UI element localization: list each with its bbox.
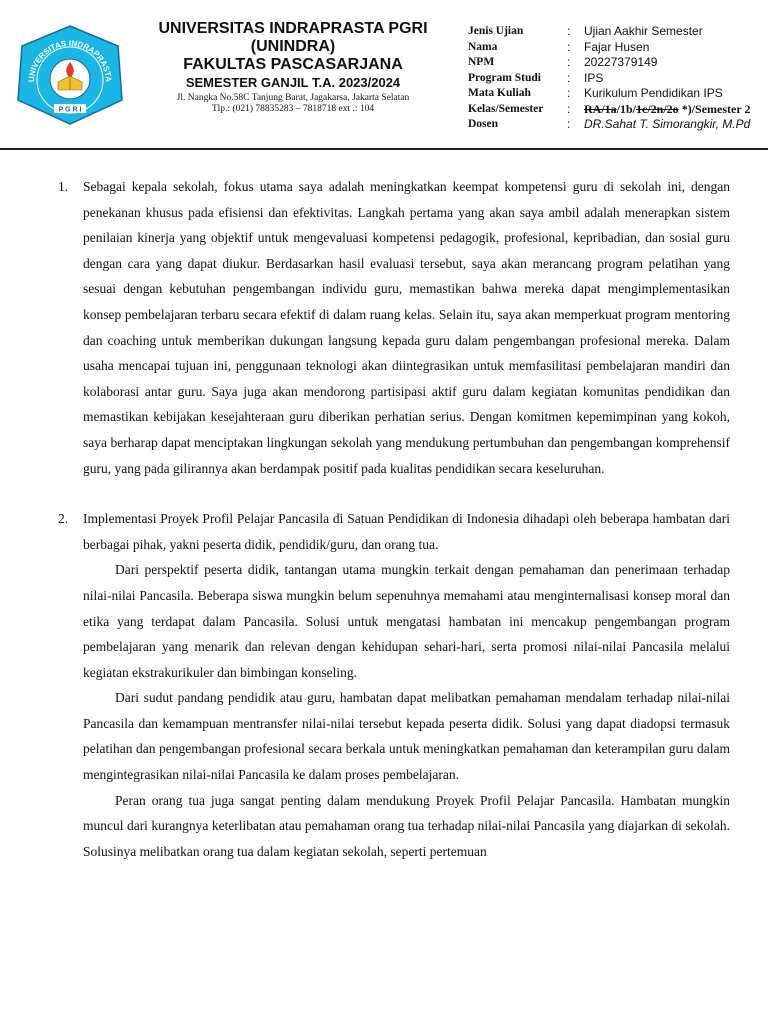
info-colon: : bbox=[567, 101, 571, 116]
answer-body bbox=[58, 174, 730, 864]
institution-block bbox=[132, 20, 454, 115]
info-row-kelas-semester bbox=[468, 102, 768, 118]
header-divider bbox=[0, 148, 768, 150]
info-row-dosen bbox=[468, 117, 768, 133]
semester-title: SEMESTER GANJIL T.A. 2023/2024 bbox=[185, 75, 401, 90]
info-row-mata-kuliah bbox=[468, 86, 768, 102]
info-value: DR.Sahat T. Simorangkir, M.Pd bbox=[584, 117, 751, 131]
class-struck-2: 1c/2n/2o bbox=[636, 101, 679, 116]
info-value: 20227379149 bbox=[584, 55, 658, 69]
info-colon: : bbox=[567, 24, 571, 38]
info-colon: : bbox=[567, 39, 571, 54]
info-colon: : bbox=[567, 117, 571, 131]
university-abbr: (UNINDRA) bbox=[250, 38, 336, 55]
info-key: Nama bbox=[468, 40, 498, 53]
answer-paragraph: Dari sudut pandang pendidik atau guru, hambatan dapat melibatkan pemahaman mendalam terhadap nilai-nilai Pancasila dan kemampuan mentransfer nilai-nilai tersebut kepada peserta didik. Solusi yang dapat diadopsi termasuk pelatihan dan pengembangan profesional secara berkala untuk meningkatkan pemahaman dan keterampilan guru dalam mengintegrasikan nilai-nilai Pancasila ke dalam proses pembelajaran. bbox=[83, 690, 730, 783]
info-row-program-studi bbox=[468, 71, 768, 87]
semester-value: *)/Semester 2 bbox=[678, 101, 751, 116]
class-active: /1b/ bbox=[616, 101, 637, 116]
info-key: NPM bbox=[468, 56, 495, 68]
answer-number: 2. bbox=[58, 511, 69, 527]
answer-paragraph: Dari perspektif peserta didik, tantangan utama mungkin terkait dengan pemahaman dan penerimaan terhadap nilai-nilai Pancasila. Beberapa siswa mungkin belum sepenuhnya memahami atau menginternalisasi konsep moral dan etika yang terdapat dalam Pancasila. Solusi untuk mengatasi hambatan ini mencakup pengembangan program pembelajaran yang menarik dan relevan dengan kehidupan sehari-hari, serta promosi nilai-nilai Pancasila melalui kegiatan ekstrakurikuler dan bimbingan konseling. bbox=[83, 562, 730, 680]
info-value: Kurikulum Pendidikan IPS bbox=[584, 86, 723, 100]
address: Jl. Nangka No.58C Tanjung Barat, Jagakarsa, Jakarta Selatan bbox=[176, 93, 410, 103]
info-value: Fajar Husen bbox=[584, 39, 650, 54]
info-colon: : bbox=[567, 86, 571, 100]
university-logo bbox=[14, 24, 126, 126]
answer-number: 1. bbox=[58, 179, 69, 194]
logo-text-base: P G R I bbox=[58, 106, 82, 114]
university-name: UNIVERSITAS INDRAPRASTA PGRI bbox=[158, 20, 428, 37]
info-value bbox=[584, 102, 750, 117]
answer-2 bbox=[58, 506, 730, 864]
answer-1 bbox=[58, 174, 730, 481]
info-key: Mata Kuliah bbox=[468, 87, 531, 99]
info-key: Kelas/Semester bbox=[468, 102, 544, 115]
info-key: Dosen bbox=[468, 118, 499, 130]
document-header bbox=[0, 0, 768, 150]
answer-paragraph: Implementasi Proyek Profil Pelajar Pancasila di Satuan Pendidikan di Indonesia dihadapi oleh beberapa hambatan dari berbagai pihak, yakni peserta didik, pendidik/guru, dan orang tua. bbox=[83, 511, 730, 552]
info-key: Jenis Ujian bbox=[468, 25, 524, 37]
logo-text-top: UNIVERSITAS INDRAPRASTA bbox=[26, 38, 114, 83]
exam-info bbox=[468, 24, 768, 133]
info-value: Ujian Aakhir Semester bbox=[584, 24, 703, 38]
info-key: Program Studi bbox=[468, 71, 541, 84]
info-row-npm bbox=[468, 55, 768, 71]
info-colon: : bbox=[567, 70, 571, 85]
answer-paragraph: Sebagai kepala sekolah, fokus utama saya adalah meningkatkan keempat kompetensi guru di sekolah ini, dengan penekanan khusus pada efisiensi dan efektivitas. Langkah pertama yang akan saya ambil adalah menerapkan sistem penilaian kinerja yang objektif untuk mengevaluasi kompetensi pedagogik, profesional, kepribadian, dan sosial guru dengan cara yang dapat diukur. Berdasarkan hasil evaluasi tersebut, saya akan merancang program pelatihan yang sesuai dengan kebutuhan pengembangan individu guru, memastikan bahwa mereka dapat mengimplementasikan konsep pembelajaran terbaru secara efektif di dalam ruang kelas. Selain itu, saya akan memperkuat program mentoring dan coaching untuk memberikan dukungan langsung kepada guru dalam pengembangan profesional mereka. Dalam usaha mencapai tujuan ini, penggunaan teknologi akan diintegrasikan untuk memfasilitasi pembelajaran mandiri dan kolaborasi antar guru. Saya juga akan mendorong partisipasi aktif guru dalam kegiatan komunitas pendidikan dan memastikan kebijakan kesejahteraan guru diberikan perhatian serius. Dengan komitmen kepemimpinan yang kokoh, saya berharap dapat menciptakan lingkungan sekolah yang mendukung pertumbuhan dan pengembangan komprehensif guru, yang pada gilirannya akan berdampak positif pada kualitas pendidikan secara keseluruhan. bbox=[83, 179, 730, 476]
phone: Tlp.: (021) 78835283 – 7818718 ext .: 104 bbox=[211, 104, 375, 114]
info-row-nama bbox=[468, 40, 768, 56]
info-value: IPS bbox=[584, 70, 604, 85]
info-row-jenis-ujian bbox=[468, 24, 768, 40]
answer-paragraph: Peran orang tua juga sangat penting dalam mendukung Proyek Profil Pelajar Pancasila. Hambatan mungkin muncul dari kurangnya keterlibatan atau pemahaman orang tua terhadap nilai-nilai Pancasila yang diajarkan di sekolah. Solusinya melibatkan orang tua dalam kegiatan sekolah, seperti pertemuan bbox=[83, 792, 730, 859]
class-struck-1: RA/1a bbox=[584, 101, 617, 116]
info-colon: : bbox=[567, 55, 571, 69]
faculty-name: FAKULTAS PASCASARJANA bbox=[183, 56, 403, 73]
